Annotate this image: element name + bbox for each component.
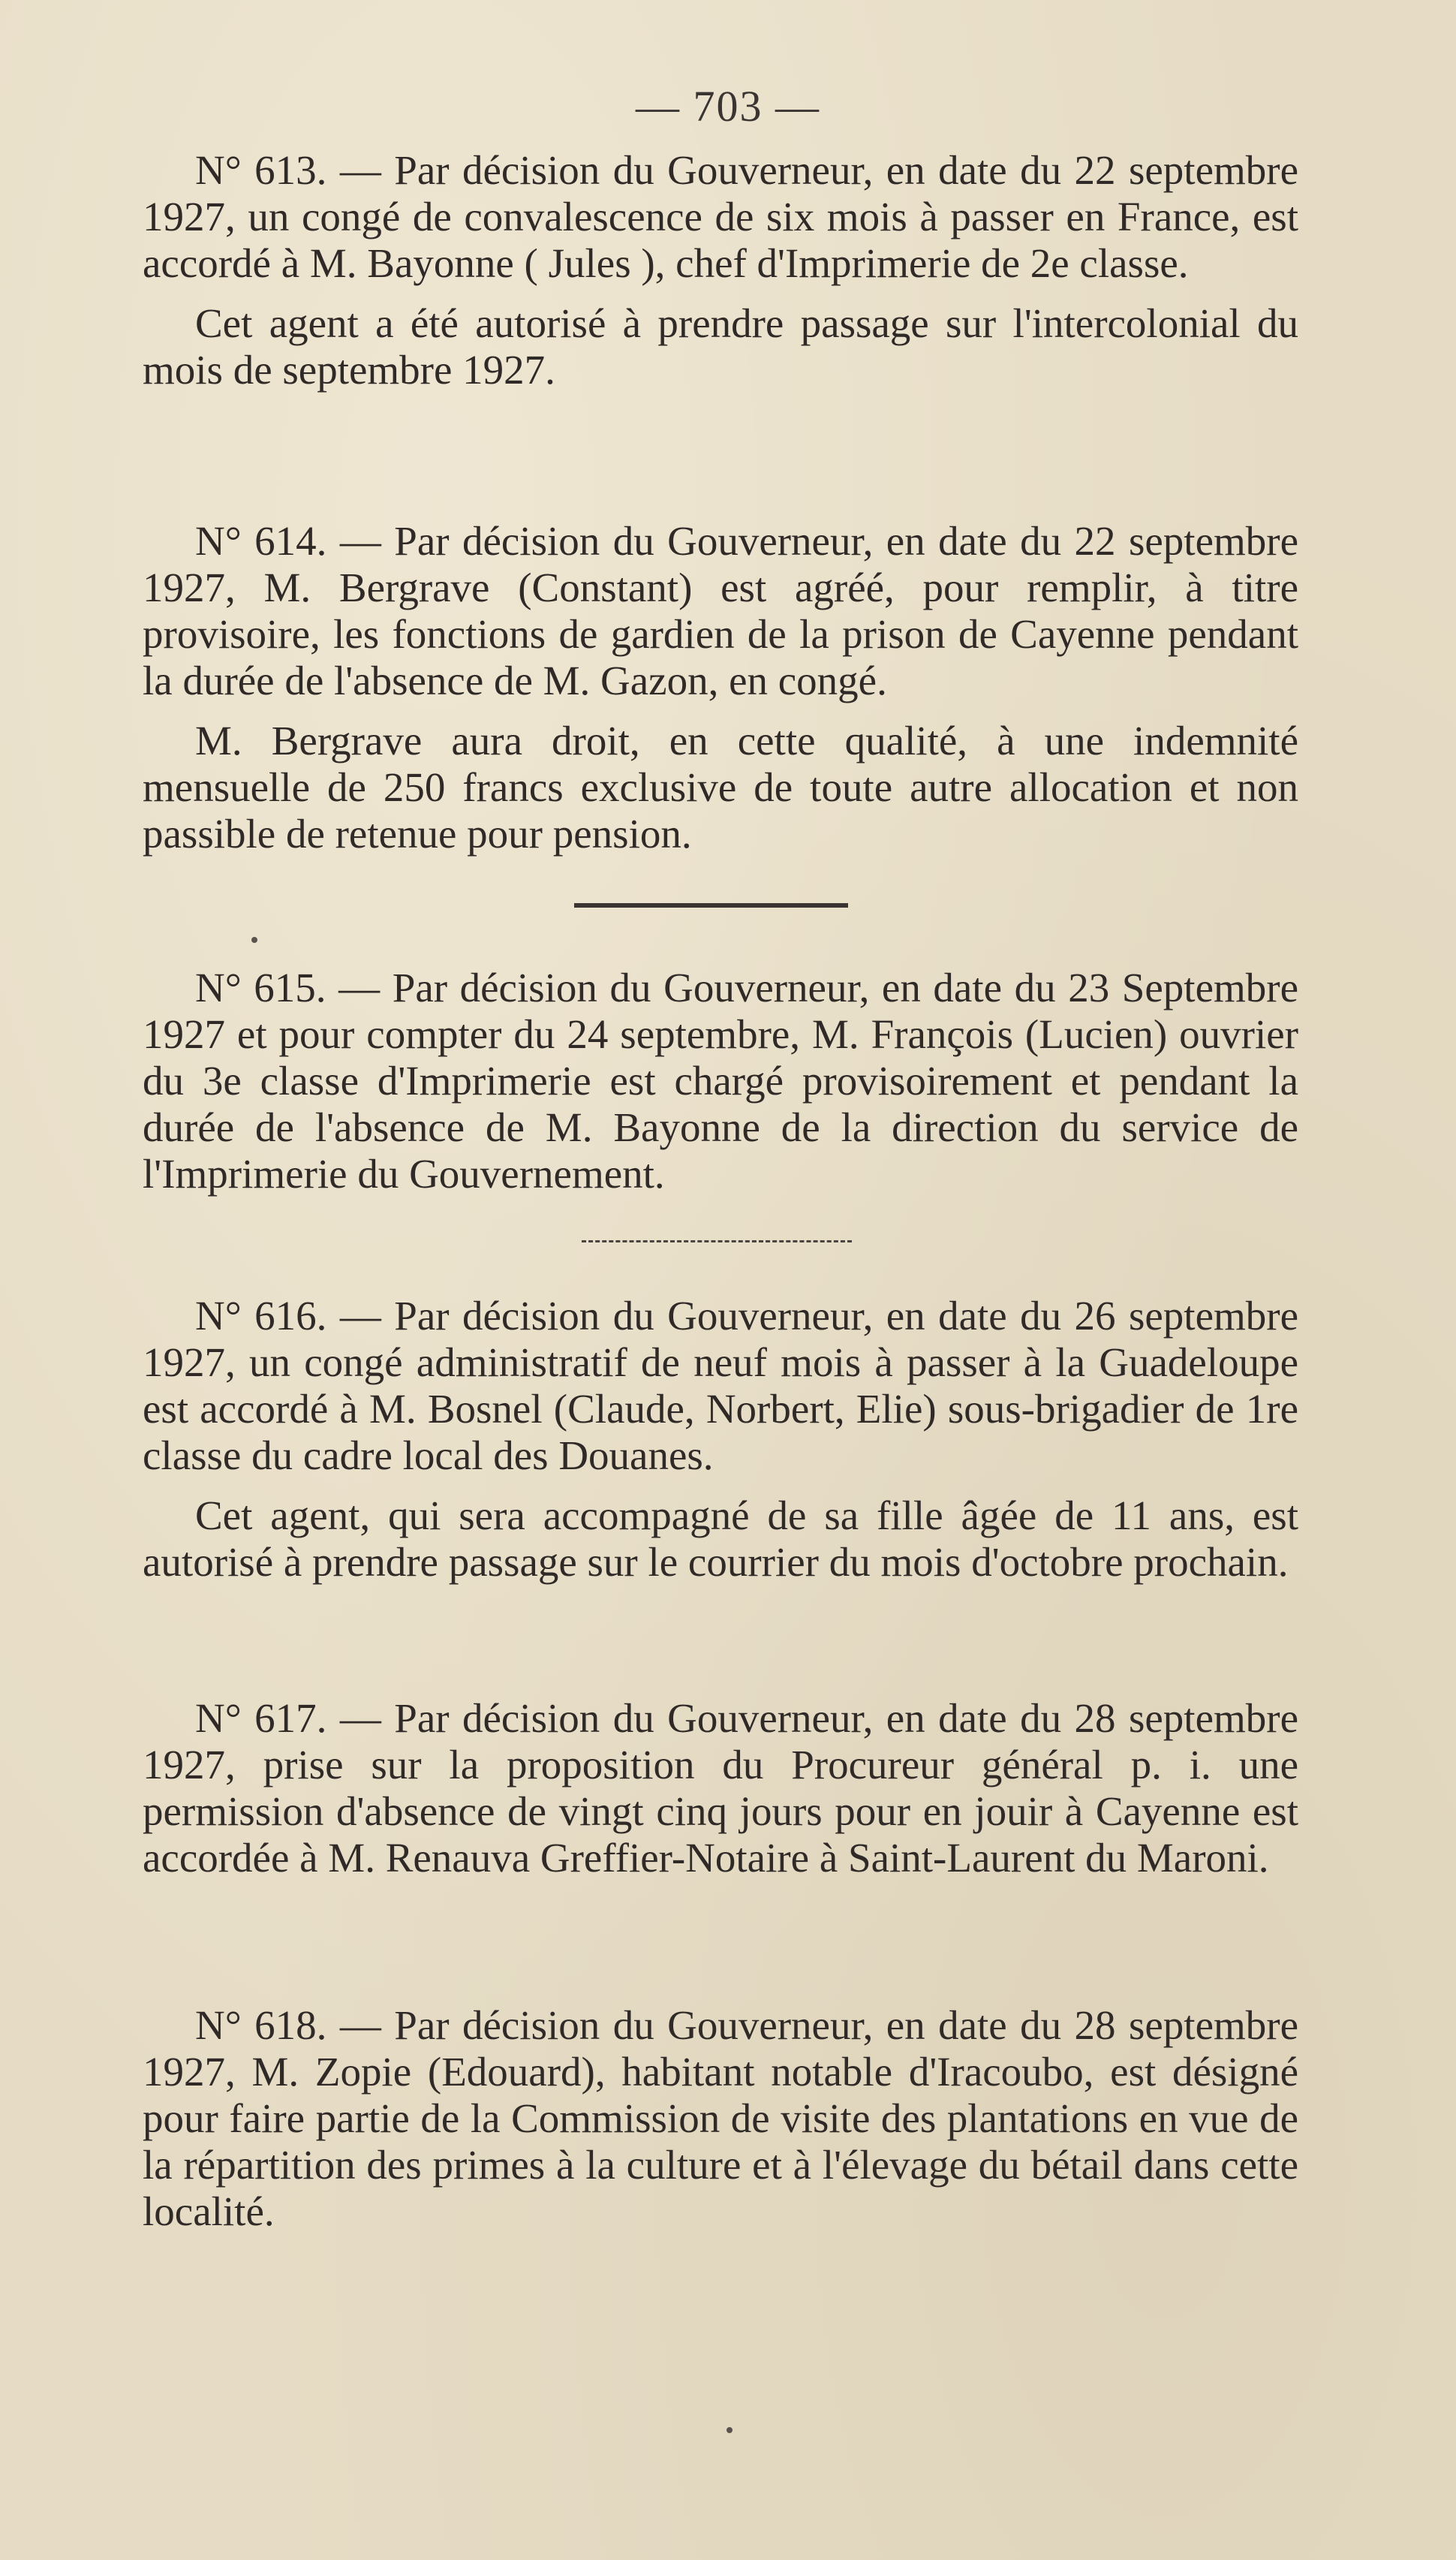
entry-paragraph: M. Bergrave aura droit, en cette qualité, à une indemnité mensuelle de 250 francs exclusive de toute autre allocation et non passible de retenue pour pension.: [143, 718, 1298, 857]
section-divider-rule: [574, 903, 848, 908]
entry-paragraph: N° 616. — Par décision du Gouverneur, en date du 26 septembre 1927, un congé administratif de neuf mois à passer à la Guadeloupe est accordé à M. Bosnel (Claude, Norbert, Elie) sous-brigadier de 1re classe du cadre local des Douanes.: [143, 1293, 1298, 1478]
entry-617: [143, 1695, 1298, 1881]
entry-paragraph: N° 614. — Par décision du Gouverneur, en date du 22 septembre 1927, M. Bergrave (Constant) est agréé, pour remplir, à titre provisoire, les fonctions de gardien de la prison de Cayenne pendant la durée de l'absence de M. Gazon, en congé.: [143, 518, 1298, 703]
entry-paragraph: Cet agent a été autorisé à prendre passage sur l'intercolonial du mois de septembre 1927.: [143, 300, 1298, 393]
entry-paragraph: N° 613. — Par décision du Gouverneur, en date du 22 septembre 1927, un congé de convalescence de six mois à passer en France, est accordé à M. Bayonne ( Jules ), chef d'Imprimerie de 2e classe.: [143, 147, 1298, 286]
ink-speck: [726, 2427, 733, 2433]
entry-613: [143, 147, 1298, 393]
entry-618: [143, 2002, 1298, 2235]
entry-paragraph: N° 618. — Par décision du Gouverneur, en date du 28 septembre 1927, M. Zopie (Edouard), habitant notable d'Iracoubo, est désigné pour faire partie de la Commission de visite des plantations en vue de la répartition des primes à la culture et à l'élevage du bétail dans cette localité.: [143, 2002, 1298, 2234]
entry-paragraph: N° 617. — Par décision du Gouverneur, en date du 28 septembre 1927, prise sur la proposition du Procureur général p. i. une permission d'absence de vingt cinq jours pour en jouir à Cayenne est accordée à M. Renauva Greffier-Notaire à Saint-Laurent du Maroni.: [143, 1695, 1298, 1881]
section-divider-rule: [582, 1240, 852, 1242]
entry-paragraph: N° 615. — Par décision du Gouverneur, en date du 23 Septembre 1927 et pour compter du 24 septembre, M. François (Lucien) ouvrier du 3e classe d'Imprimerie est chargé provisoirement et pendant la durée de l'absence de M. Bayonne de la direction du service de l'Imprimerie du Gouvernement.: [143, 965, 1298, 1197]
page-number: — 703 —: [636, 82, 820, 131]
entry-614: [143, 518, 1298, 857]
entry-616: [143, 1293, 1298, 1586]
entry-615: [143, 965, 1298, 1197]
ink-speck: [251, 937, 257, 943]
entry-paragraph: Cet agent, qui sera accompagné de sa fille âgée de 11 ans, est autorisé à prendre passage sur le courrier du mois d'octobre prochain.: [143, 1492, 1298, 1585]
